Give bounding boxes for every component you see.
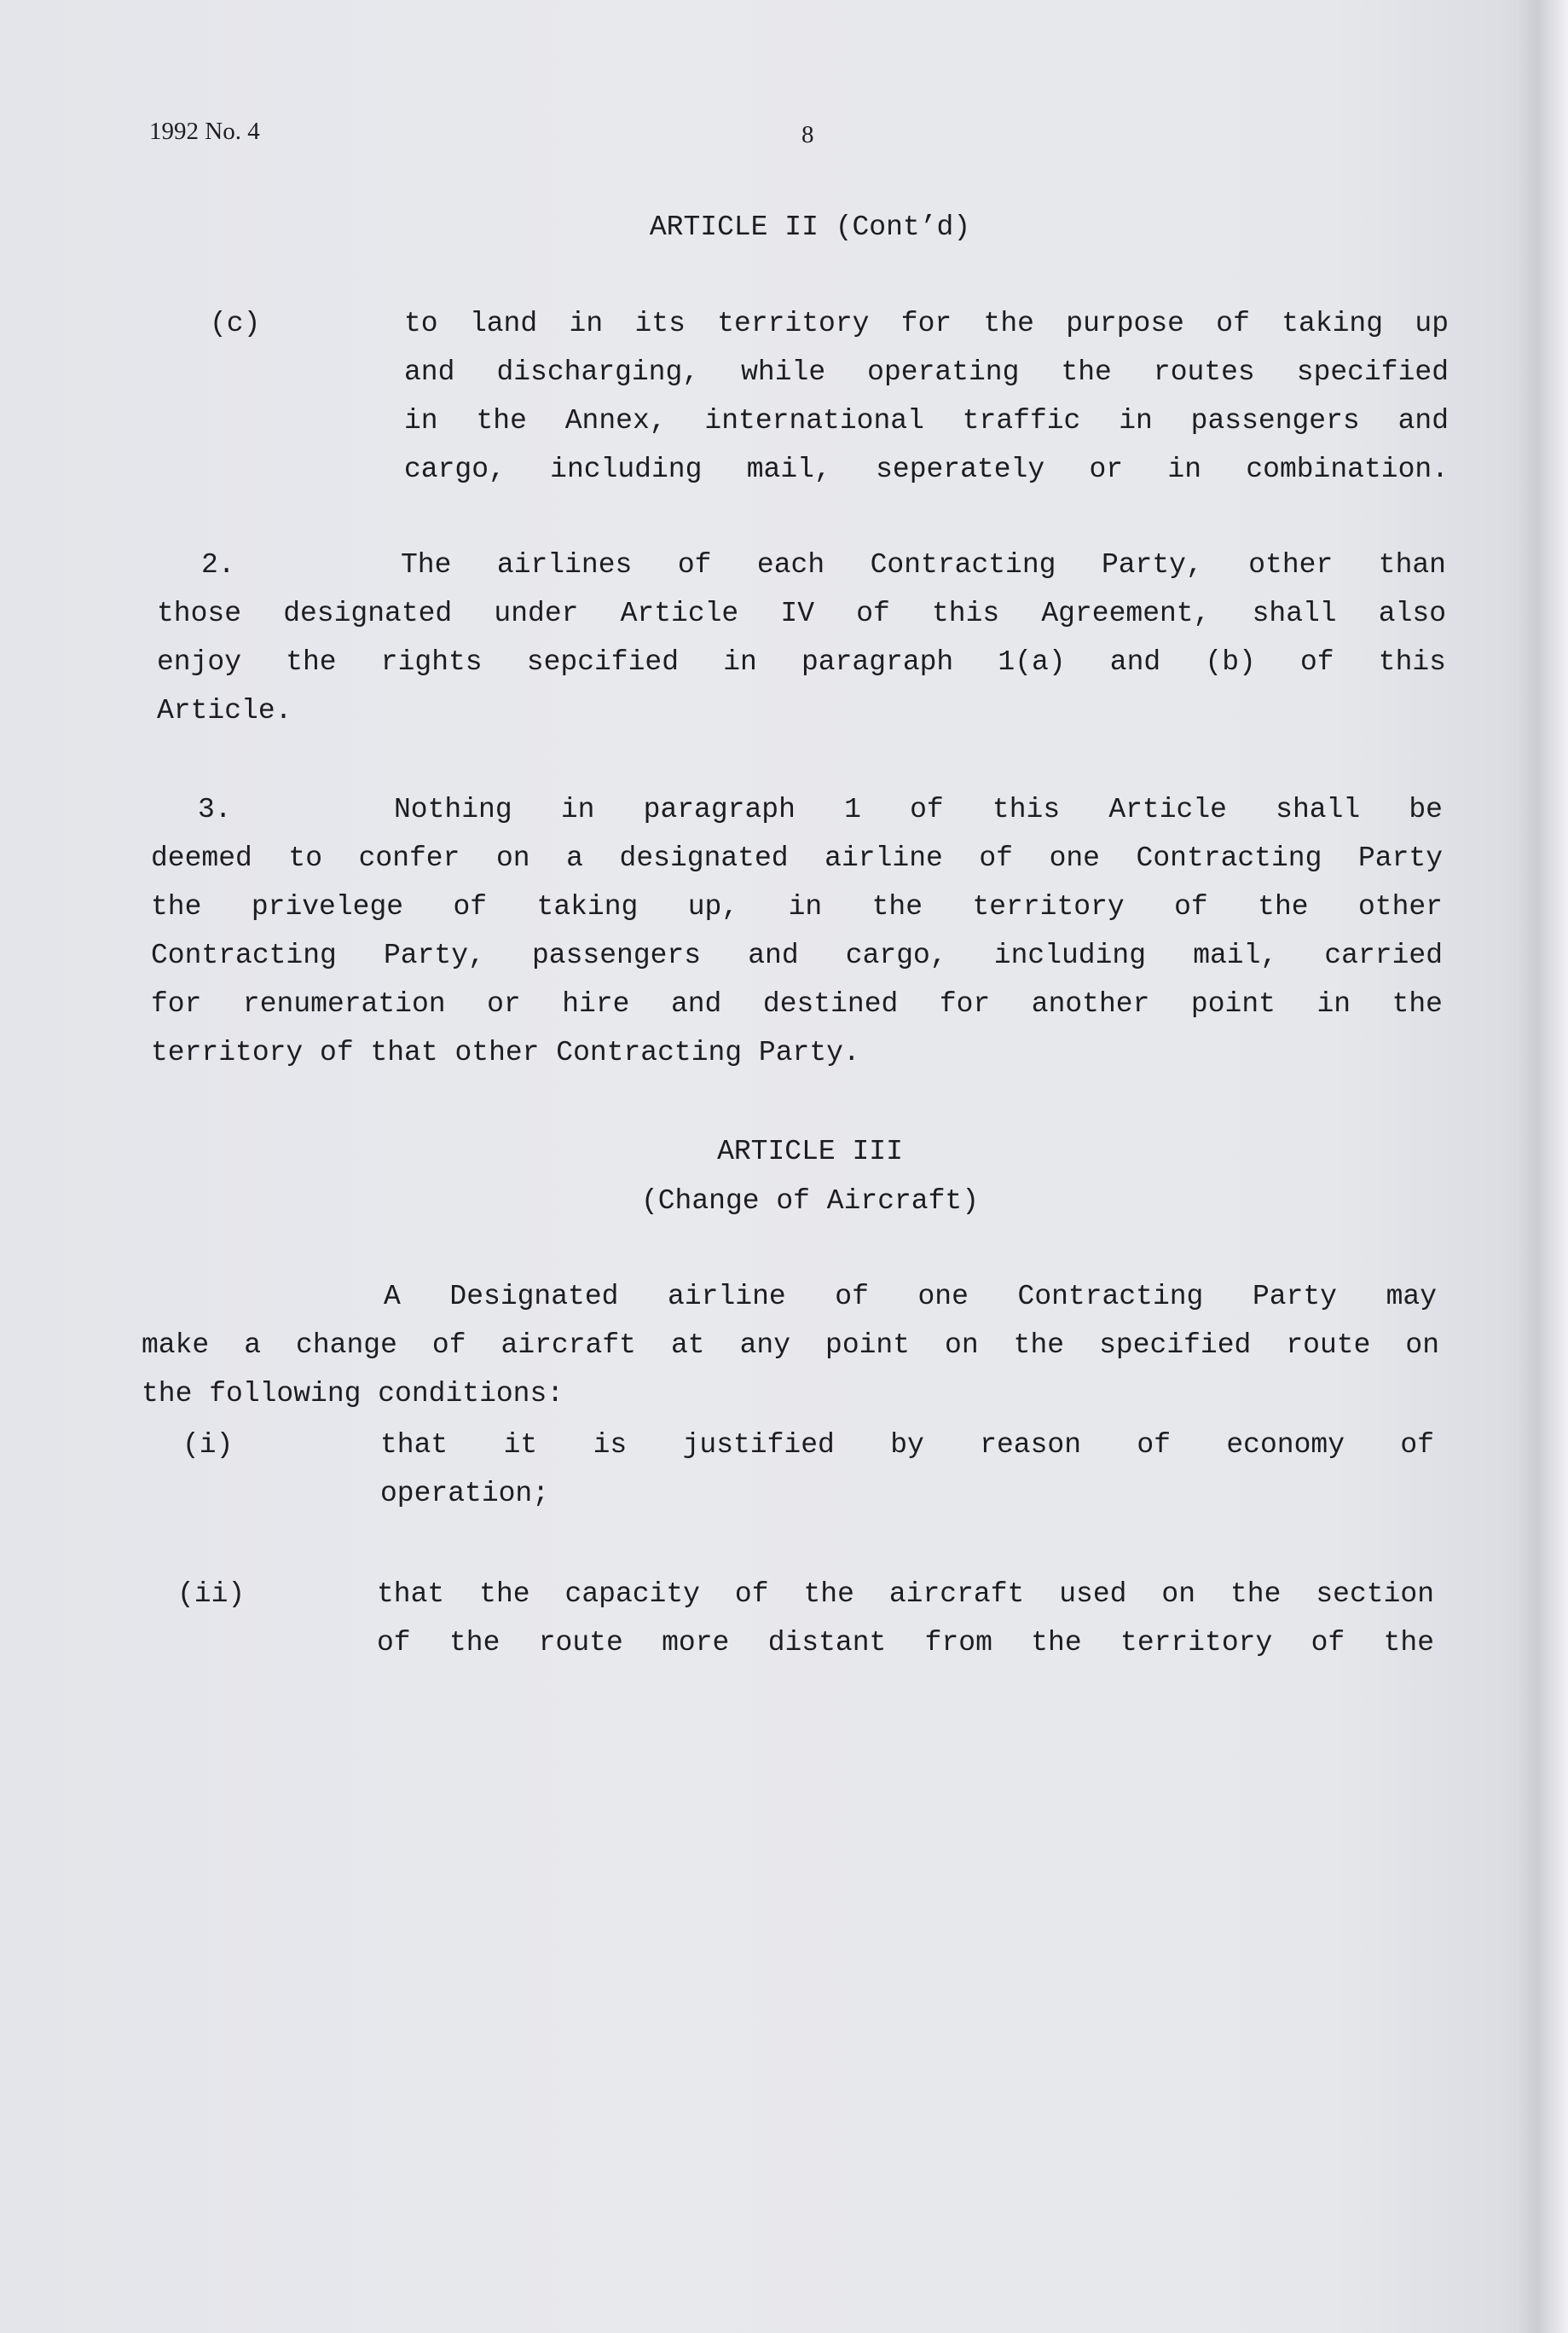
para-2-line-1: The airlines of each Contracting Party, other than <box>401 549 1446 581</box>
item-i-line-1: that it is justified by reason of economy of <box>380 1429 1434 1461</box>
item-ii-label: (ii) <box>177 1578 246 1610</box>
item-c-line-3: in the Annex, international traffic in passengers and <box>404 405 1449 437</box>
article-iii-subheading: (Change of Aircraft) <box>640 1185 980 1217</box>
article-iii-intro-body <box>142 1321 1439 1418</box>
item-c-label: (c) <box>210 308 261 339</box>
para-3-line-4: Contracting Party, passengers and cargo, including mail, carried <box>151 940 1443 971</box>
para-2-line-3: enjoy the rights sepcified in paragraph 1(a) and (b) of this <box>157 646 1446 678</box>
para-3-line-1: Nothing in paragraph 1 of this Article shall be <box>394 794 1443 825</box>
para-2-first-line-wrap <box>401 541 1446 589</box>
article-iii-intro-first-line-wrap <box>384 1272 1437 1321</box>
article-iii-intro-line-2: make a change of aircraft at any point on the specified route on <box>142 1329 1439 1361</box>
para-3-line-3: the privelege of taking up, in the territory of the other <box>151 891 1443 923</box>
item-ii-text <box>377 1570 1434 1667</box>
item-i-line-2: operation; <box>380 1478 550 1509</box>
para-3-line-6: territory of that other Contracting Party. <box>151 1037 860 1068</box>
para-3-first-line-wrap <box>394 785 1443 834</box>
para-2-line-4: Article. <box>157 695 292 727</box>
item-ii-line-2: of the route more distant from the territory of the <box>377 1627 1434 1659</box>
para-3-line-5: for renumeration or hire and destined for another point in the <box>151 988 1443 1020</box>
para-3-number: 3. <box>198 794 232 825</box>
item-ii-line-1: that the capacity of the aircraft used on the section <box>377 1578 1434 1610</box>
para-2-body <box>157 589 1446 735</box>
item-c-line-2: and discharging, while operating the routes specified <box>404 356 1449 388</box>
item-c-line-1: to land in its territory for the purpose of taking up <box>404 308 1449 339</box>
item-c-line-4: cargo, including mail, seperately or in combination. <box>404 454 1449 485</box>
para-3-body <box>151 834 1443 1077</box>
document-number: 1992 No. 4 <box>149 118 260 145</box>
para-2-number: 2. <box>201 549 235 581</box>
article-ii-heading: ARTICLE II (Cont’d) <box>649 211 971 243</box>
item-i-label: (i) <box>182 1429 234 1461</box>
article-iii-intro-line-3: the following conditions: <box>142 1378 564 1410</box>
page-number: 8 <box>801 121 814 148</box>
article-iii-intro-line-1: A Designated airline of one Contracting Party may <box>384 1281 1437 1312</box>
item-i-text <box>380 1421 1434 1518</box>
article-iii-heading: ARTICLE III <box>717 1136 903 1167</box>
para-2-line-2: those designated under Article IV of this Agreement, shall also <box>157 598 1446 629</box>
item-c-text <box>404 299 1449 494</box>
page-edge-shadow <box>1517 0 1568 2333</box>
para-3-line-2: deemed to confer on a designated airline of one Contracting Party <box>151 842 1443 874</box>
